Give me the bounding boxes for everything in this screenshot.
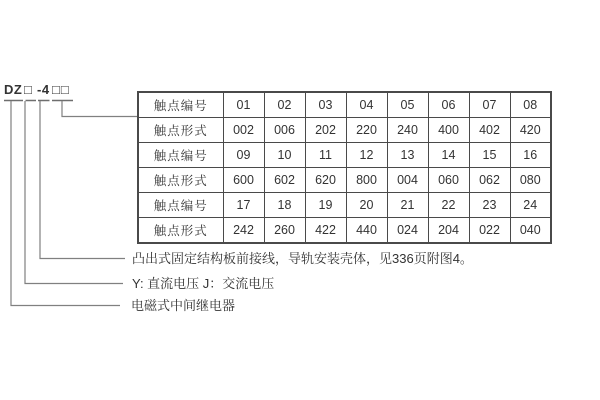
connector-structure [40,101,125,259]
value-cell: 11 [305,143,346,168]
value-cell: 07 [469,92,510,118]
value-cell: 800 [346,168,387,193]
value-cell: 18 [264,193,305,218]
value-cell: 21 [387,193,428,218]
value-cell: 402 [469,118,510,143]
value-cell: 024 [387,218,428,244]
model-prefix: DZ [4,82,23,97]
row-label: 触点形式 [138,118,223,143]
row-label: 触点编号 [138,193,223,218]
value-cell: 080 [510,168,551,193]
value-cell: 060 [428,168,469,193]
table-row [138,92,551,118]
note-structure: 凸出式固定结构板前接线，导轨安装壳体，见336页附图4。 [132,251,473,266]
model-structure-code: -4 [37,82,50,97]
value-cell: 20 [346,193,387,218]
value-cell: 006 [264,118,305,143]
value-cell: 15 [469,143,510,168]
table-row [138,118,551,143]
value-cell: 22 [428,193,469,218]
value-cell: 600 [223,168,264,193]
value-cell: 16 [510,143,551,168]
value-cell: 24 [510,193,551,218]
value-cell: 204 [428,218,469,244]
value-cell: 040 [510,218,551,244]
value-cell: 420 [510,118,551,143]
value-cell: 08 [510,92,551,118]
value-cell: 13 [387,143,428,168]
value-cell: 062 [469,168,510,193]
value-cell: 19 [305,193,346,218]
row-label: 触点编号 [138,92,223,118]
value-cell: 01 [223,92,264,118]
value-cell: 17 [223,193,264,218]
table-row [138,193,551,218]
model-placeholder-box-1: □ [24,82,33,97]
value-cell: 23 [469,193,510,218]
value-cell: 04 [346,92,387,118]
value-cell: 02 [264,92,305,118]
contact-code-table [137,91,552,244]
note-voltage: Y: 直流电压 J：交流电压 [132,276,275,291]
connector-series [11,101,120,306]
value-cell: 022 [469,218,510,244]
model-placeholder-box-2: □□ [52,82,70,97]
value-cell: 242 [223,218,264,244]
value-cell: 09 [223,143,264,168]
value-cell: 004 [387,168,428,193]
value-cell: 620 [305,168,346,193]
row-label: 触点编号 [138,143,223,168]
contact-table-body [138,92,551,243]
value-cell: 14 [428,143,469,168]
value-cell: 422 [305,218,346,244]
value-cell: 440 [346,218,387,244]
row-label: 触点形式 [138,168,223,193]
connector-voltage [25,101,123,284]
value-cell: 002 [223,118,264,143]
value-cell: 10 [264,143,305,168]
table-row [138,168,551,193]
value-cell: 05 [387,92,428,118]
table-row [138,218,551,244]
value-cell: 06 [428,92,469,118]
value-cell: 400 [428,118,469,143]
value-cell: 03 [305,92,346,118]
value-cell: 202 [305,118,346,143]
value-cell: 12 [346,143,387,168]
value-cell: 260 [264,218,305,244]
value-cell: 602 [264,168,305,193]
table-row [138,143,551,168]
note-series: 电磁式中间继电器 [131,298,236,313]
row-label: 触点形式 [138,218,223,244]
value-cell: 220 [346,118,387,143]
value-cell: 240 [387,118,428,143]
connector-contact-table [62,101,137,117]
